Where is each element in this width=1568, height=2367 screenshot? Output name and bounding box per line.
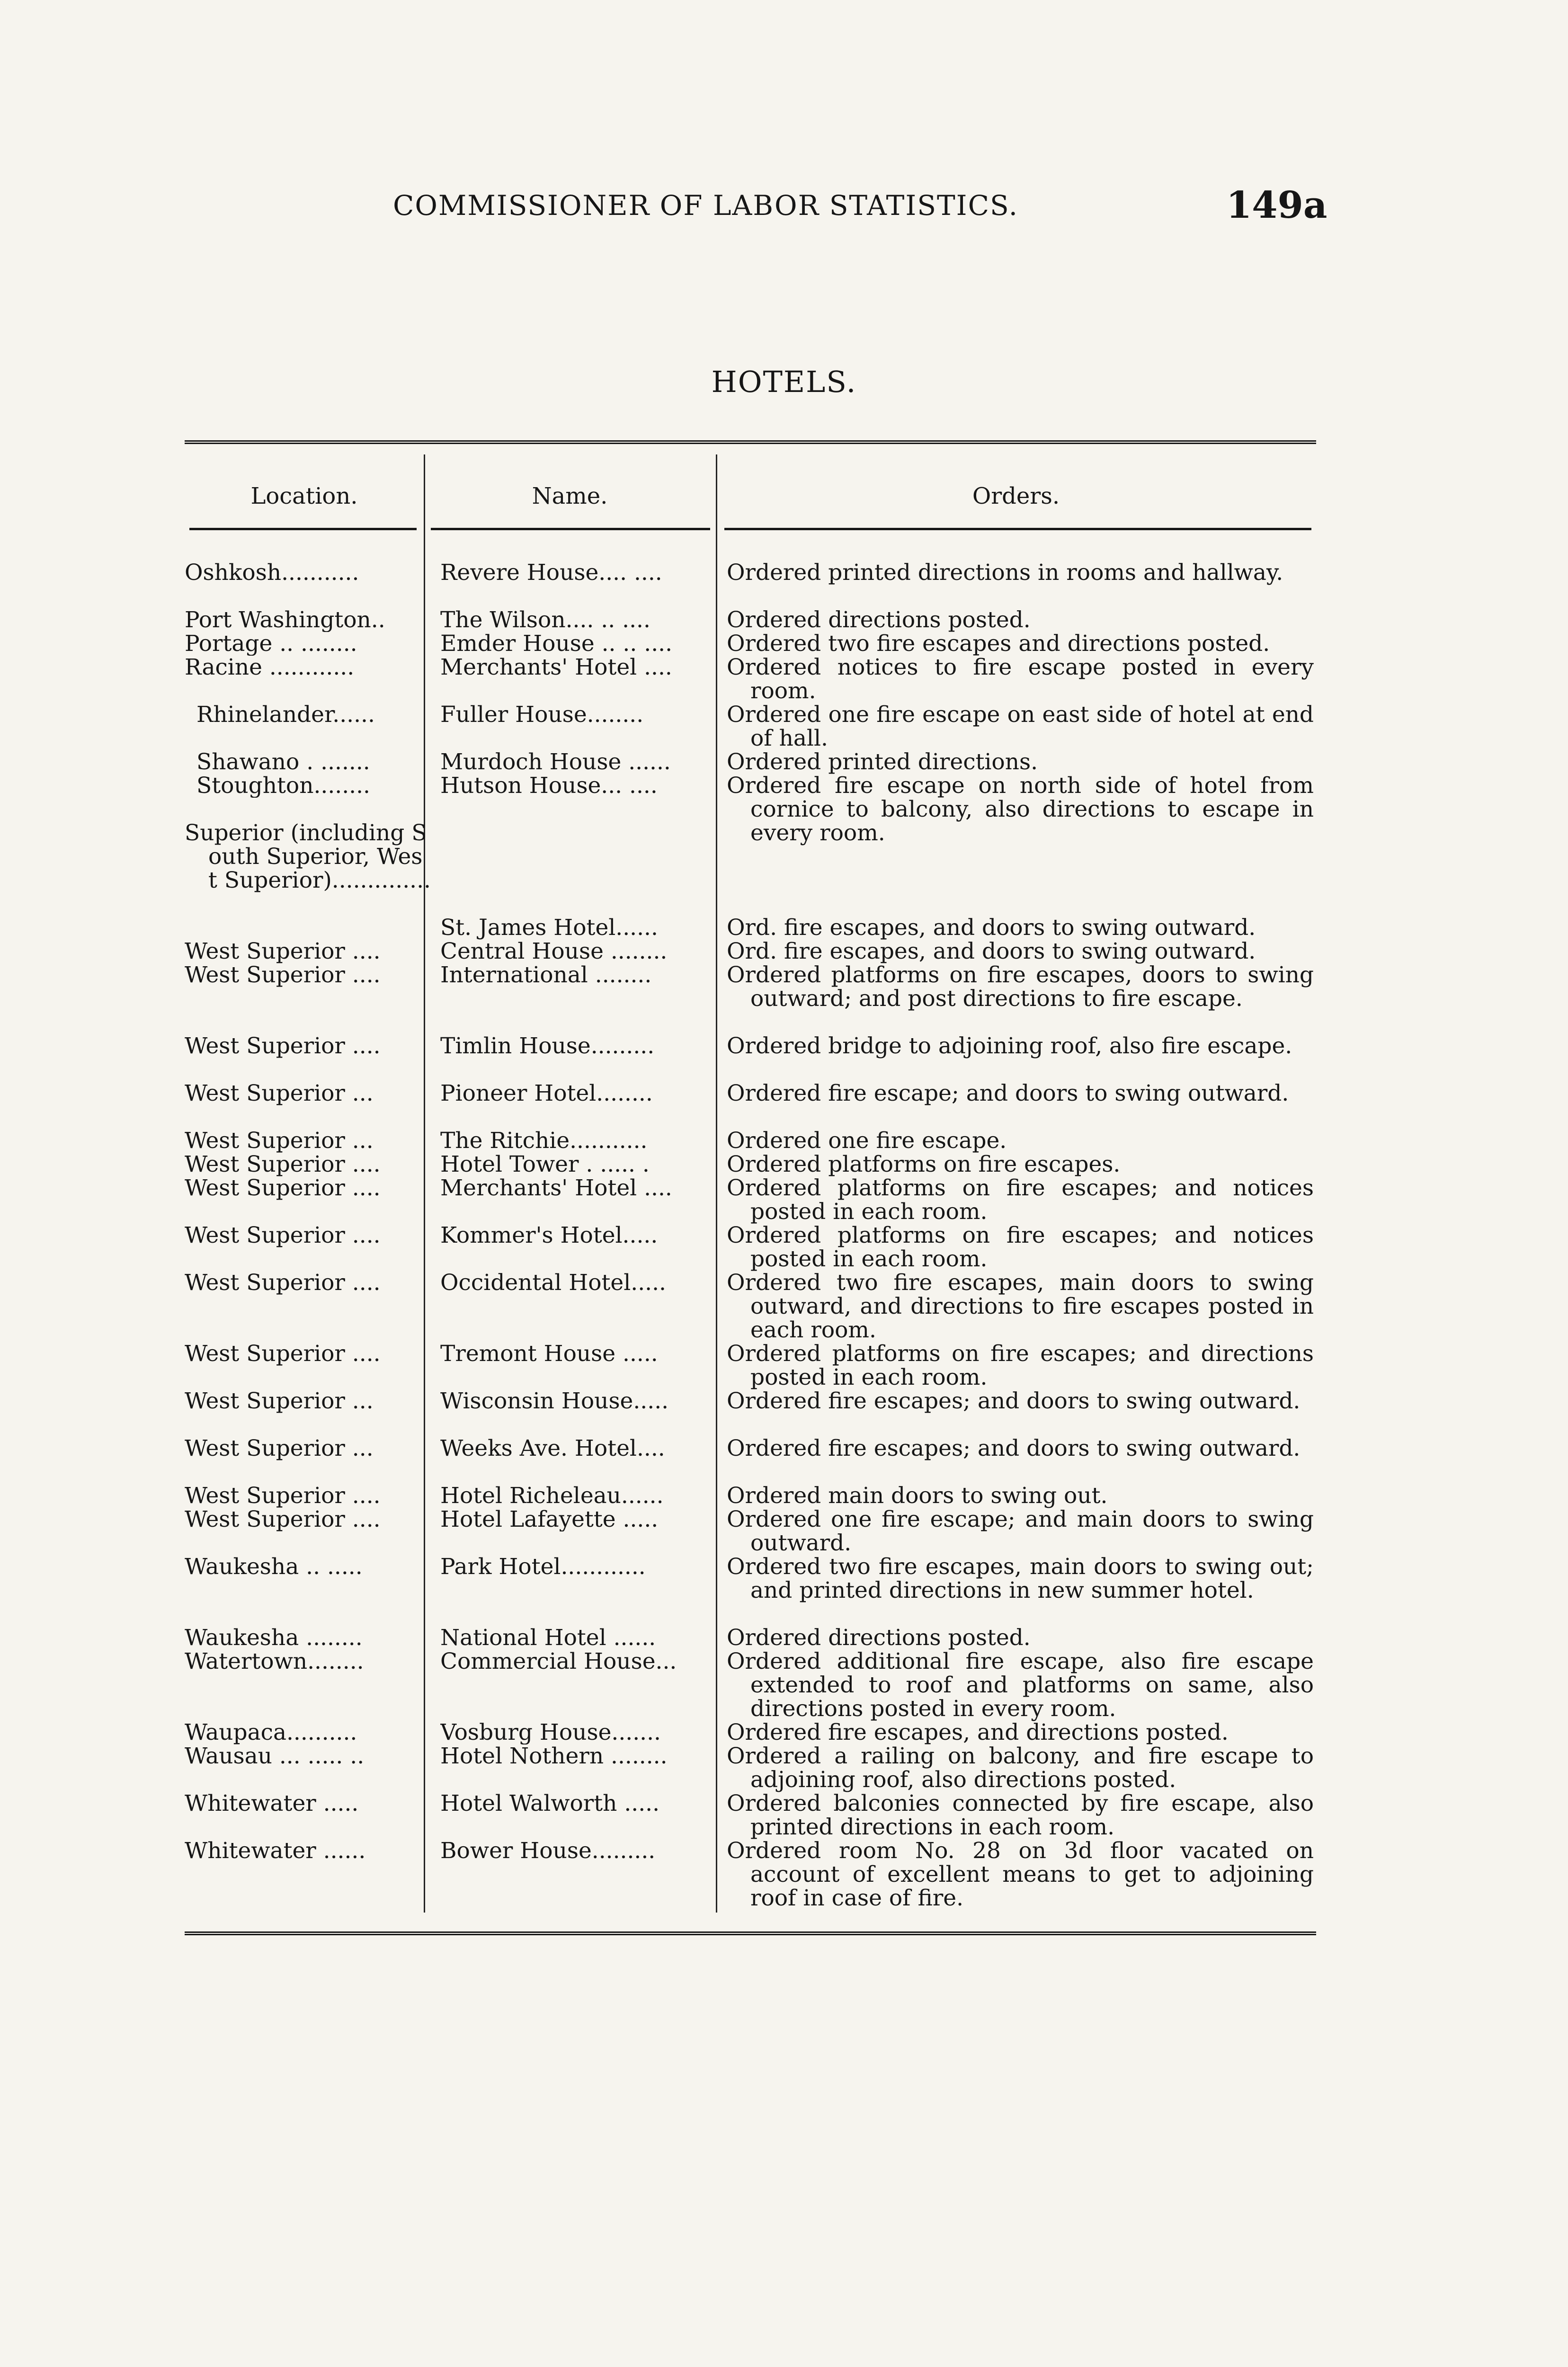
- row-name: The Ritchie...........: [440, 1129, 648, 1153]
- table-top-rule: [185, 440, 1316, 444]
- row-orders: Ordered printed directions in rooms and hallway.: [727, 560, 1283, 586]
- row-location: West Superior ....: [185, 940, 381, 963]
- row-name: Park Hotel............: [440, 1555, 646, 1579]
- row-location: Oshkosh...........: [185, 561, 359, 585]
- column-divider: [424, 454, 425, 1913]
- row-location: West Superior ....: [185, 1153, 381, 1176]
- row-orders: Ordered directions posted.: [727, 1625, 1031, 1651]
- row-name: Vosburg House.......: [440, 1721, 661, 1744]
- row-name: Pioneer Hotel........: [440, 1082, 653, 1105]
- row-name: Kommer's Hotel.....: [440, 1224, 658, 1247]
- row-orders: Ordered fire escape; and doors to swing outward.: [727, 1080, 1289, 1106]
- row-location: Whitewater ......: [185, 1839, 366, 1863]
- row-orders: Ordered platforms on fire escapes.: [727, 1151, 1121, 1177]
- row-name: St. James Hotel......: [440, 916, 658, 940]
- row-orders: Ordered fire escapes, and directions posted.: [727, 1719, 1229, 1745]
- header-rule: [724, 528, 1311, 530]
- row-location: Portage .. ........: [185, 632, 357, 656]
- row-location: West Superior ....: [185, 1508, 381, 1531]
- row-location: Stoughton........: [196, 774, 370, 798]
- row-name: Hotel Tower . ..... .: [440, 1153, 650, 1176]
- row-name: Central House ........: [440, 940, 668, 963]
- page-number: 149a: [1226, 184, 1327, 227]
- row-orders: Ordered main doors to swing out.: [727, 1483, 1108, 1509]
- row-location: West Superior ....: [185, 963, 381, 987]
- row-name: Merchants' Hotel ....: [440, 1176, 672, 1200]
- row-location: West Superior ....: [185, 1342, 381, 1366]
- column-header-name: Name.: [532, 483, 608, 509]
- row-location: Superior (including South Superior, West Superior)..............: [185, 820, 431, 893]
- row-orders: Ordered platforms on fire escapes; and notices posted in each room.: [727, 1175, 1314, 1225]
- row-name: International ........: [440, 963, 652, 987]
- row-name: Bower House.........: [440, 1839, 656, 1863]
- row-orders: Ordered one fire escape.: [727, 1128, 1007, 1154]
- row-name: Hotel Richeleau......: [440, 1484, 664, 1508]
- row-name: Merchants' Hotel ....: [440, 656, 672, 679]
- row-location: Waupaca..........: [185, 1721, 357, 1744]
- row-orders: Ordered fire escape on north side of hotel from cornice to balcony, also directions to escape in every room.: [727, 773, 1314, 846]
- row-location: Shawano . .......: [196, 750, 370, 774]
- column-header-location: Location.: [250, 483, 358, 509]
- row-orders: Ordered one fire escape; and main doors to swing outward.: [727, 1506, 1314, 1556]
- row-name: Weeks Ave. Hotel....: [440, 1437, 665, 1460]
- row-location: Waukesha ........: [185, 1626, 363, 1650]
- row-name: Commercial House...: [440, 1650, 677, 1673]
- hotels-table: [185, 440, 1316, 1955]
- running-head: COMMISSIONER OF LABOR STATISTICS.: [393, 189, 1019, 222]
- row-location: Whitewater .....: [185, 1792, 359, 1815]
- row-location: Watertown........: [185, 1650, 364, 1673]
- row-location: West Superior ...: [185, 1389, 374, 1413]
- row-orders: Ordered a railing on balcony, and fire escape to adjoining roof, also directions posted.: [727, 1743, 1314, 1793]
- section-title: HOTELS.: [711, 365, 857, 399]
- row-location: Waukesha .. .....: [185, 1555, 363, 1579]
- row-location: Rhinelander......: [196, 703, 375, 727]
- row-orders: Ordered platforms on fire escapes; and directions posted in each room.: [727, 1341, 1314, 1390]
- column-header-orders: Orders.: [972, 483, 1060, 509]
- row-orders: Ord. fire escapes, and doors to swing outward.: [727, 938, 1256, 964]
- row-orders: Ordered platforms on fire escapes; and notices posted in each room.: [727, 1222, 1314, 1272]
- row-name: The Wilson.... .. ....: [440, 608, 650, 632]
- row-orders: Ordered balconies connected by fire escape, also printed directions in each room.: [727, 1790, 1314, 1840]
- row-name: National Hotel ......: [440, 1626, 656, 1650]
- row-location: West Superior ....: [185, 1034, 381, 1058]
- row-name: Revere House.... ....: [440, 561, 662, 585]
- row-name: Hotel Walworth .....: [440, 1792, 660, 1815]
- row-name: Hutson House... ....: [440, 774, 658, 798]
- row-location: West Superior ...: [185, 1082, 374, 1105]
- row-orders: Ordered directions posted.: [727, 607, 1031, 633]
- row-orders: Ordered notices to fire escape posted in every room.: [727, 654, 1314, 704]
- row-name: Tremont House .....: [440, 1342, 658, 1366]
- row-location: Port Washington..: [185, 608, 385, 632]
- row-orders: Ordered one fire escape on east side of hotel at end of hall.: [727, 702, 1314, 751]
- row-location: West Superior ...: [185, 1437, 374, 1460]
- row-name: Timlin House.........: [440, 1034, 655, 1058]
- header-rule: [431, 528, 710, 530]
- row-location: West Superior ....: [185, 1271, 381, 1295]
- row-location: West Superior ...: [185, 1129, 374, 1153]
- row-name: Occidental Hotel.....: [440, 1271, 666, 1295]
- header-rule: [189, 528, 417, 530]
- row-name: Fuller House........: [440, 703, 644, 727]
- row-orders: Ord. fire escapes, and doors to swing outward.: [727, 915, 1256, 941]
- row-orders: Ordered bridge to adjoining roof, also fire escape.: [727, 1033, 1292, 1059]
- row-location: Wausau ... ..... ..: [185, 1744, 365, 1768]
- row-orders: Ordered room No. 28 on 3d floor vacated on account of excellent means to get to adjoining roof in case of fire.: [727, 1838, 1314, 1911]
- row-orders: Ordered additional fire escape, also fire escape extended to roof and platforms on same, also directions posted in every room.: [727, 1648, 1314, 1722]
- row-location: West Superior ....: [185, 1176, 381, 1200]
- row-name: Hotel Lafayette .....: [440, 1508, 659, 1531]
- row-location: Racine ............: [185, 656, 355, 679]
- column-divider: [716, 454, 717, 1913]
- row-location: West Superior ....: [185, 1224, 381, 1247]
- row-orders: Ordered printed directions.: [727, 749, 1038, 775]
- row-orders: Ordered fire escapes; and doors to swing outward.: [727, 1388, 1301, 1414]
- row-name: Wisconsin House.....: [440, 1389, 669, 1413]
- row-name: Emder House .. .. ....: [440, 632, 673, 656]
- row-orders: Ordered two fire escapes and directions posted.: [727, 631, 1270, 657]
- row-orders: Ordered two fire escapes, main doors to swing out; and printed directions in new summer hotel.: [727, 1554, 1314, 1603]
- table-bottom-rule: [185, 1931, 1316, 1935]
- row-orders: Ordered fire escapes; and doors to swing outward.: [727, 1435, 1301, 1461]
- row-name: Hotel Nothern ........: [440, 1744, 668, 1768]
- row-location: West Superior ....: [185, 1484, 381, 1508]
- row-orders: Ordered platforms on fire escapes, doors to swing outward; and post directions to fire escape.: [727, 962, 1314, 1012]
- row-name: Murdoch House ......: [440, 750, 671, 774]
- row-orders: Ordered two fire escapes, main doors to swing outward, and directions to fire escapes posted in each room.: [727, 1270, 1314, 1343]
